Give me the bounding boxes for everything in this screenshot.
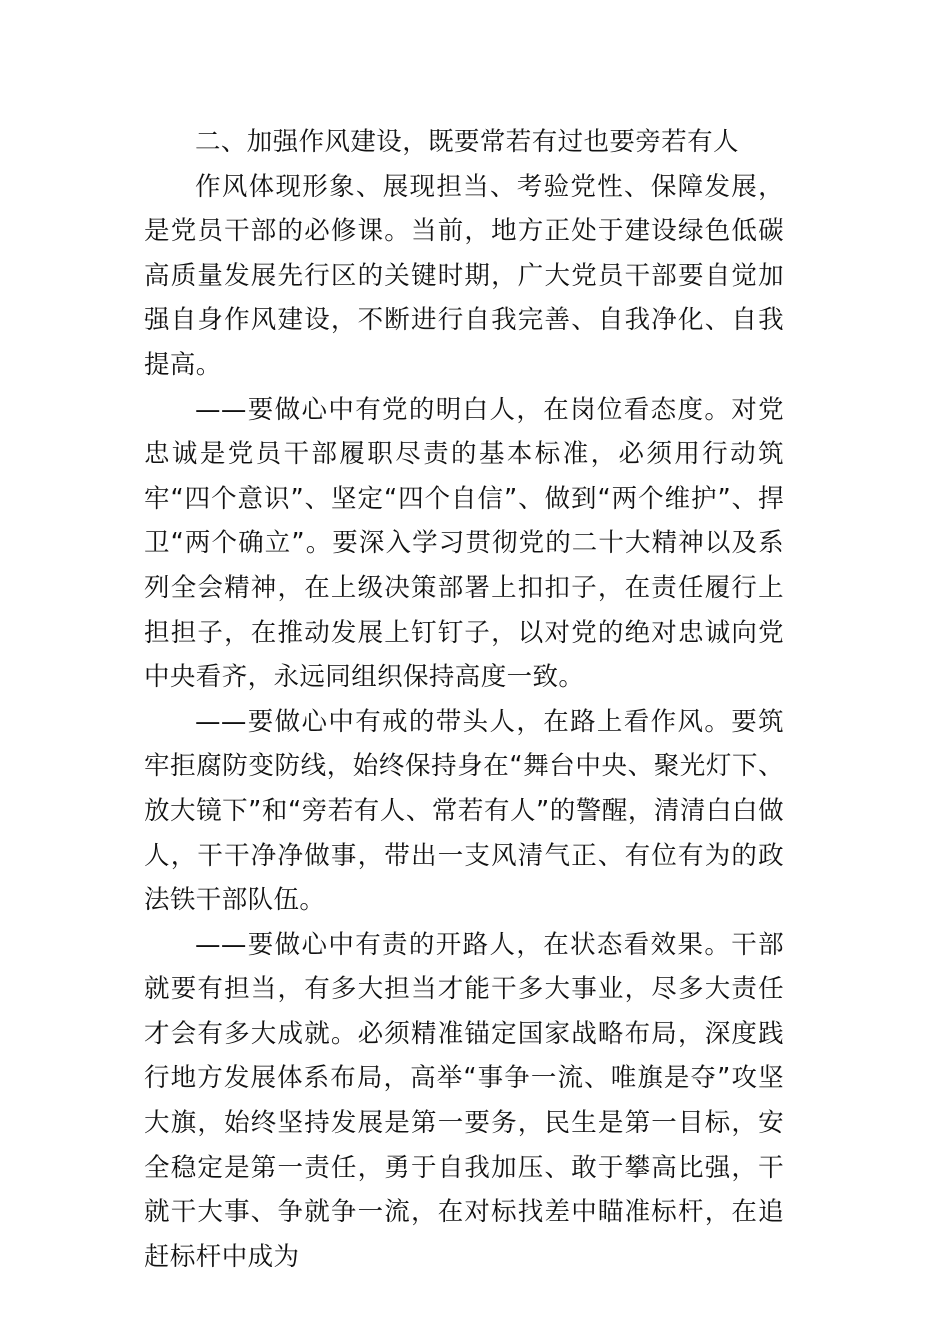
paragraph-intro: 作风体现形象、展现担当、考验党性、保障发展，是党员干部的必修课。当前，地方正处于建设绿色低碳高质量发展先行区的关键时期，广大党员干部要自觉加强自身作风建设，不断进行自我完善、自我净化、自我提高。 (144, 171, 784, 380)
section-heading: 二、加强作风建设，既要常若有过也要旁若有人 (195, 127, 739, 157)
document-body (144, 120, 784, 1279)
paragraph-discipline: ——要做心中有戒的带头人，在路上看作风。要筑牢拒腐防变防线，始终保持身在“舞台中央、聚光灯下、放大镜下”和“旁若有人、常若有人”的警醒，清清白白做人，干干净净做事，带出一支风清气正、有位有为的政法铁干部队伍。 (144, 706, 784, 916)
paragraph-responsibility: ——要做心中有责的开路人，在状态看效果。干部就要有担当，有多大担当才能干多大事业，尽多大责任才会有多大成就。必须精准锚定国家战略布局，深度践行地方发展体系布局，高举“事争一流、唯旗是夺”攻坚大旗，始终坚持发展是第一要务，民生是第一目标，安全稳定是第一责任，勇于自我加压、敢于攀高比强，干就干大事、争就争一流，在对标找差中瞄准标杆，在追赶标杆中成为 (144, 929, 784, 1272)
paragraph-party-loyalty: ——要做心中有党的明白人，在岗位看态度。对党忠诚是党员干部履职尽责的基本标准，必须用行动筑牢“四个意识”、坚定“四个自信”、做到“两个维护”、捍卫“两个确立”。要深入学习贯彻党的二十大精神以及系列全会精神，在上级决策部署上扣扣子，在责任履行上担担子，在推动发展上钉钉子，以对党的绝对忠诚向党中央看齐，永远同组织保持高度一致。 (144, 394, 784, 693)
